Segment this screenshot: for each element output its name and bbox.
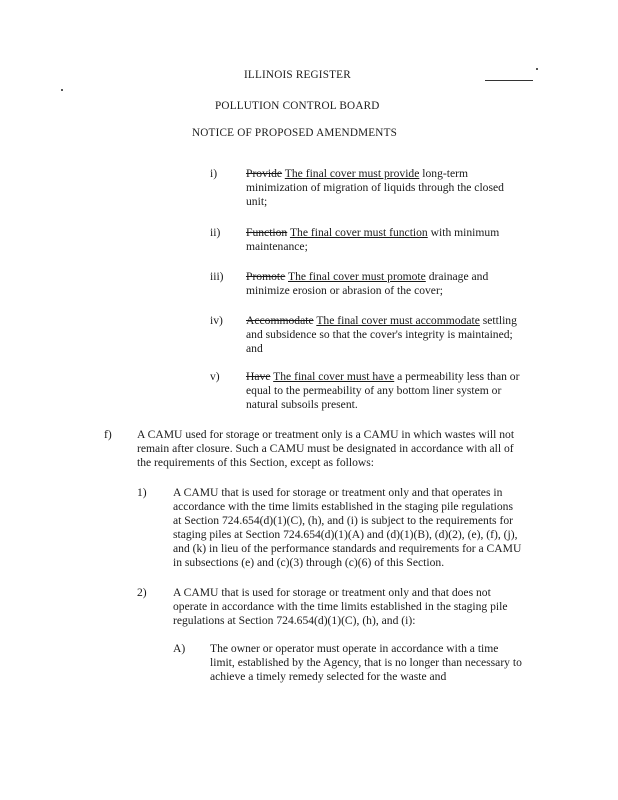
subsection-marker: A) [173, 642, 186, 655]
item-line: unit; [246, 195, 268, 208]
item-line: equal to the permeability of any bottom liner system or [246, 384, 502, 397]
inserted-text: The final cover must provide [284, 167, 420, 180]
item-marker: iv) [210, 314, 223, 327]
item-line [246, 370, 519, 384]
scan-speck [536, 68, 538, 70]
subsection-line: limit, established by the Agency, that is no longer than necessary to [210, 656, 522, 669]
item-line [246, 270, 488, 284]
inserted-text: The final cover must have [273, 370, 395, 383]
item-marker: v) [210, 370, 220, 383]
subsection-line: regulations at Section 724.654(d)(1)(C), (h), and (i): [173, 614, 416, 627]
subsection-marker: 1) [137, 486, 147, 499]
item-line: and subsidence so that the cover's integrity is maintained; [246, 328, 513, 341]
inserted-text: The final cover must promote [288, 270, 426, 283]
struck-text: Have [246, 370, 271, 383]
subsection-line: The owner or operator must operate in accordance with a time [210, 642, 499, 655]
item-line: minimize erosion or abrasion of the cover; [246, 284, 444, 297]
item-line: minimization of migration of liquids through the closed [246, 181, 504, 194]
subsection-line: and (k) in lieu of the performance standards and requirements for a CAMU [173, 542, 522, 555]
subsection-line: achieve a timely remedy selected for the waste and [210, 670, 447, 683]
item-line: and [246, 342, 263, 355]
item-marker: iii) [210, 270, 224, 283]
subsection-line: A CAMU that is used for storage or treatment only and that operates in [173, 486, 503, 499]
item-line [246, 226, 499, 240]
subsection-line: A CAMU that is used for storage or treatment only and that does not [173, 586, 491, 599]
section-line: the requirements of this Section, except as follows: [137, 456, 374, 469]
struck-text: Accommodate [246, 314, 314, 327]
plain-text: drainage and [425, 270, 489, 283]
item-line: maintenance; [246, 240, 308, 253]
inserted-text: The final cover must function [289, 226, 428, 239]
plain-text: settling [479, 314, 517, 327]
item-line [246, 167, 468, 181]
struck-text: Promote [246, 270, 286, 283]
subsection-line: staging piles at Section 724.654(d)(1)(A) and (d)(1)(B), (d)(2), (e), (f), (j), [173, 528, 518, 541]
plain-text: with minimum [427, 226, 500, 239]
struck-text: Provide [246, 167, 283, 180]
register-title: ILLINOIS REGISTER [244, 69, 351, 81]
plain-text: long-term [419, 167, 468, 180]
item-line [246, 314, 517, 328]
subsection-line: operate in accordance with the time limits established in the staging pile [173, 600, 508, 613]
struck-text: Function [246, 226, 288, 239]
scan-speck [61, 89, 63, 91]
notice-title: NOTICE OF PROPOSED AMENDMENTS [192, 127, 398, 139]
item-marker: i) [210, 167, 218, 180]
section-line: remain after closure. Such a CAMU must be designated in accordance with all of [137, 442, 514, 455]
item-line: natural subsoils present. [246, 398, 358, 411]
item-marker: ii) [210, 226, 221, 239]
subsection-line: at Section 724.654(d)(1)(C), (h), and (i) is subject to the requirements for [173, 514, 513, 527]
inserted-text: The final cover must accommodate [316, 314, 480, 327]
section-marker: f) [104, 428, 112, 441]
subsection-line: accordance with the time limits established in the staging pile regulations [173, 500, 513, 513]
plain-text: a permeability less than or [394, 370, 520, 383]
section-line: A CAMU used for storage or treatment only is a CAMU in which wastes will not [137, 428, 515, 441]
board-title: POLLUTION CONTROL BOARD [215, 100, 380, 112]
subsection-marker: 2) [137, 586, 147, 599]
subsection-line: in subsections (e) and (c)(3) through (c)(6) of this Section. [173, 556, 445, 569]
header-rule [485, 80, 533, 81]
